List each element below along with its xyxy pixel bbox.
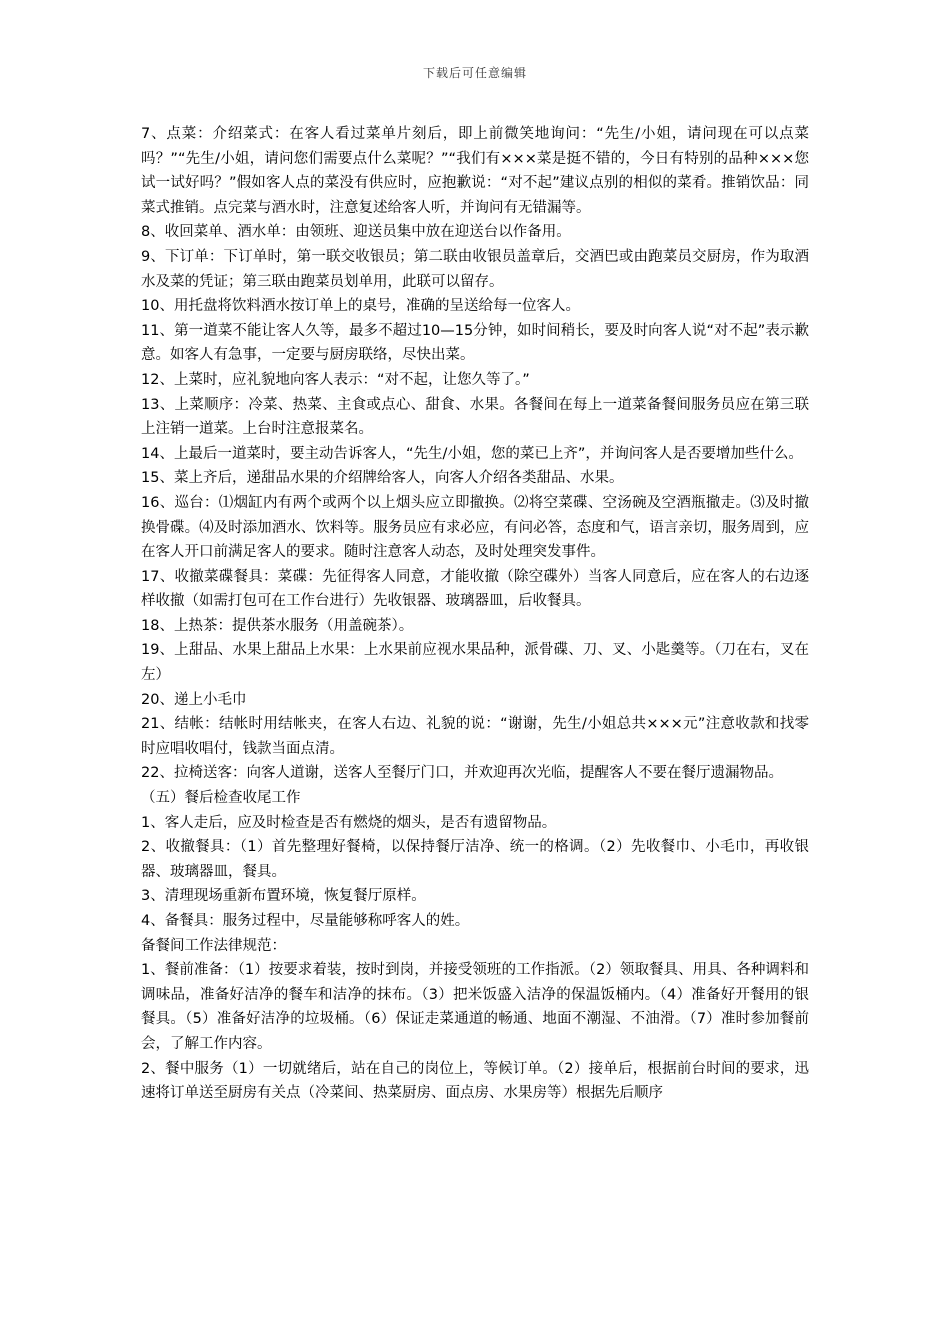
paragraph-serving-dishes: 12、上菜时，应礼貌地向客人表示：“对不起，让您久等了。” [141,371,530,388]
paragraph-towel: 20、递上小毛巾 [141,691,247,708]
paragraph-clear-plates: 17、收撤菜碟餐具：菜碟：先征得客人同意，才能收撤（除空碟外）当客人同意后，应在客人的右边逐样收撤（如需打包可在工作台进行）先收银器、玻璃器皿，后收餐具。 [141,568,809,610]
section-heading-after-meal: （五）餐后检查收尾工作 [141,790,301,807]
paragraph-last-dish: 14、上最后一道菜时，要主动告诉客人，“先生/小姐，您的菜已上齐”，并询问客人是否要增加些什么。 [141,445,803,462]
paragraph-hot-tea: 18、上热茶：提供茶水服务（用盖碗茶）。 [141,617,414,634]
paragraph-clear-tableware: 2、收撤餐具：（1）首先整理好餐椅，以保持餐厅洁净、统一的格调。（2）先收餐巾、小毛巾，再收银器、玻璃器皿，餐具。 [141,839,809,880]
paragraph-dessert-fruit: 19、上甜品、水果上甜品上水果：上水果前应视水果品种，派骨碟、刀、叉、小匙羹等。（刀在右，叉在左） [141,642,809,684]
paragraph-table-check: 16、巡台：⑴烟缸内有两个或两个以上烟头应立即撤换。⑵将空菜碟、空汤碗及空酒瓶撤走。⑶及时撤换骨碟。⑷及时添加酒水、饮料等。服务员应有求必应，有问必答，态度和气，语言亲切，服务周到，应在客人开口前满足客人的要求。随时注意客人动态，及时处理突发事件。 [141,494,809,561]
paragraph-serving-order: 13、上菜顺序：冷菜、热菜、主食或点心、甜食、水果。各餐间在每上一道菜备餐间服务员应在第三联上注销一道菜。上台时注意报菜名。 [141,396,809,438]
paragraph-first-dish: 11、第一道菜不能让客人久等，最多不超过10—15分钟，如时间稍长，要及时向客人说“对不起”表示歉意。如客人有急事，一定要与厨房联络，尽快出菜。 [141,322,809,364]
paragraph-prepare-tableware: 4、备餐具：服务过程中，尽量能够称呼客人的姓。 [141,913,470,929]
paragraph-collect-menu: 8、收回菜单、酒水单：由领班、迎送员集中放在迎送台以作备用。 [141,224,571,241]
paragraph-dessert-card: 15、菜上齐后，递甜品水果的介绍牌给客人，向客人介绍各类甜品、水果。 [141,470,624,487]
paragraph-checkout: 21、结帐：结帐时用结帐夹，在客人右边、礼貌的说：“谢谢，先生/小姐总共×××元”注意收款和找零时应唱收唱付，钱款当面点清。 [141,716,809,757]
paragraph-pre-meal: 1、餐前准备：（1）按要求着装，按时到岗，并接受领班的工作指派。（2）领取餐具、用具、各种调料和调味品，准备好洁净的餐车和洁净的抹布。（3）把米饭盛入洁净的保温饭桶内。（4）准备好开餐用的银餐具。（5）准备好洁净的垃圾桶。（6）保证走菜通道的畅通、地面不潮湿、不油滑。（7）准时参加餐前会，了解工作内容。 [141,962,809,1052]
paragraph-serve-drinks: 10、用托盘将饮料酒水按订单上的桌号，准确的呈送给每一位客人。 [141,298,580,315]
paragraph-ordering: 7、点菜：介绍菜式：在客人看过菜单片刻后，即上前微笑地询问：“先生/小姐，请问现在可以点菜吗？”“先生/小姐，请问您们需要点什么菜呢？”“我们有×××菜是挺不错的，今日有特别的品种×××您试一试好吗？”假如客人点的菜没有供应时，应抱歉说：“对不起”建议点别的相似的菜肴。推销饮品：同菜式推销。点完菜与酒水时，注意复述给客人听，并询问有无错漏等。 [141,126,809,216]
section-heading-pantry-rules: 备餐间工作法律规范： [141,937,286,954]
paragraph-mid-meal: 2、餐中服务（1）一切就绪后，站在自己的岗位上，等候订单。（2）接单后，根据前台时间的要求，迅速将订单送至厨房有关点（冷菜间、热菜厨房、面点房、水果房等）根据先后顺序 [141,1060,809,1102]
document-body [141,122,809,1106]
page-header: 下载后可任意编辑 [422,66,527,80]
paragraph-place-order: 9、下订单：下订单时，第一联交收银员；第二联由收银员盖章后，交酒巴或由跑菜员交厨房，作为取酒水及菜的凭证；第三联由跑菜员划单用，此联可以留存。 [141,248,809,290]
paragraph-after-check: 1、客人走后，应及时检查是否有燃烧的烟头，是否有遗留物品。 [141,814,557,831]
paragraph-see-off: 22、拉椅送客：向客人道谢，送客人至餐厅门口，并欢迎再次光临，提醒客人不要在餐厅遗漏物品。 [141,765,783,782]
paragraph-reset-room: 3、清理现场重新布置环境，恢复餐厅原样。 [141,888,426,905]
